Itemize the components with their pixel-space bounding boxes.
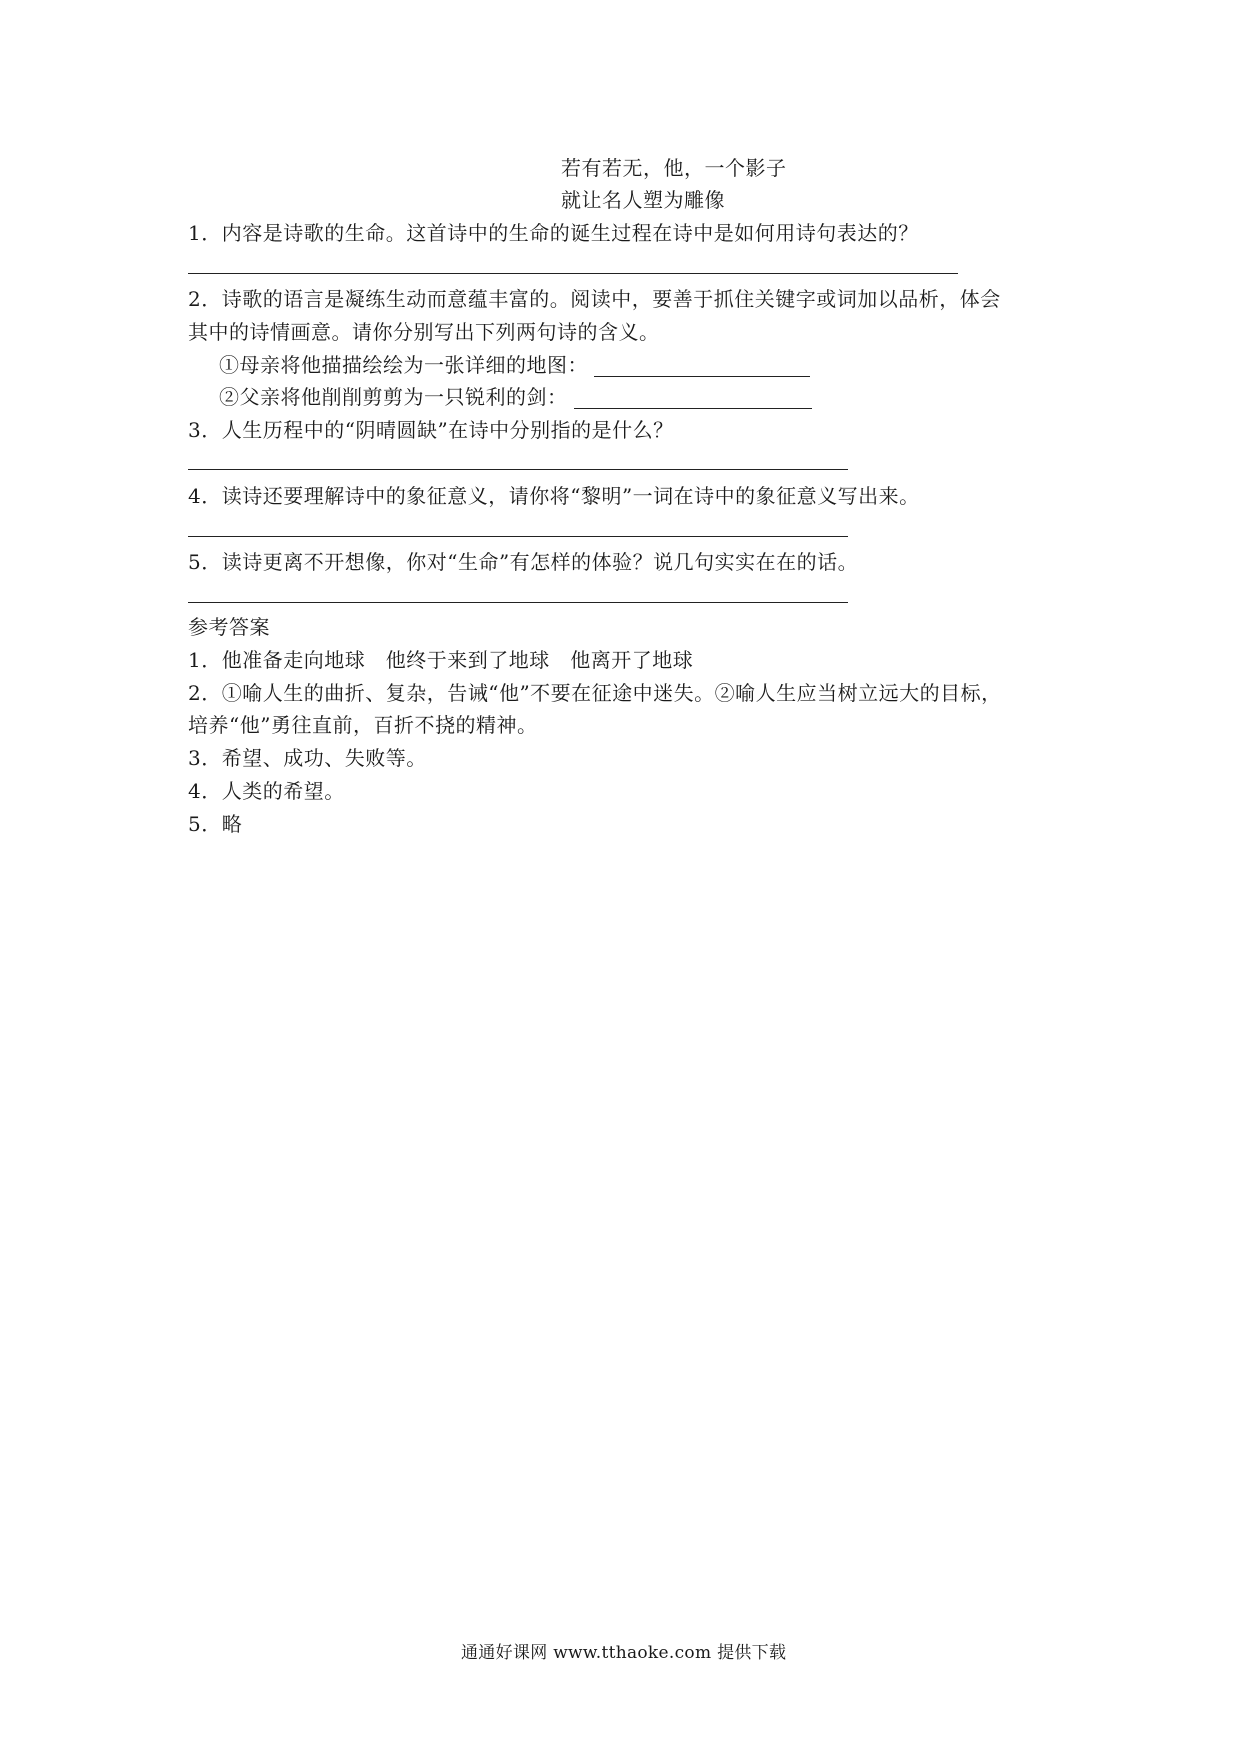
answer-line-4: [188, 536, 848, 537]
answer-4: 4．人类的希望。: [188, 779, 345, 803]
fill-in-blank-2: [574, 388, 812, 409]
question-2-line-1: 2．诗歌的语言是凝练生动而意蕴丰富的。阅读中，要善于抓住关键字或词加以品析，体会: [188, 287, 1001, 311]
answer-1: 1．他准备走向地球 他终于来到了地球 他离开了地球: [188, 648, 694, 672]
question-2-sub-1: [219, 353, 810, 377]
question-4: 4．读诗还要理解诗中的象征意义，请你将“黎明”一词在诗中的象征意义写出来。: [188, 484, 920, 508]
answer-2-line-2: 培养“他”勇往直前，百折不挠的精神。: [188, 713, 538, 737]
poem-line-2: 就让名人塑为雕像: [561, 188, 725, 212]
answer-3: 3．希望、成功、失败等。: [188, 746, 427, 770]
question-2-line-2: 其中的诗情画意。请你分别写出下列两句诗的含义。: [188, 320, 660, 344]
answer-line-1: [188, 273, 958, 274]
answers-heading: 参考答案: [188, 615, 270, 639]
question-2-sub-1-text: ①母亲将他描描绘绘为一张详细的地图：: [219, 353, 588, 377]
question-1: 1．内容是诗歌的生命。这首诗中的生命的诞生过程在诗中是如何用诗句表达的？: [188, 221, 919, 245]
question-2-sub-2: [219, 385, 812, 409]
question-2-sub-2-text: ②父亲将他削削剪剪为一只锐利的剑：: [219, 385, 568, 409]
answer-line-5: [188, 602, 848, 603]
answer-line-3: [188, 469, 848, 470]
fill-in-blank-1: [594, 356, 810, 377]
page-footer: 通通好课网 www.tthaoke.com 提供下载: [461, 1643, 787, 1663]
answer-5: 5．略: [188, 812, 243, 836]
question-3: 3．人生历程中的“阴晴圆缺”在诗中分别指的是什么？: [188, 418, 674, 442]
poem-line-1: 若有若无，他，一个影子: [561, 156, 787, 180]
answer-2-line-1: 2．①喻人生的曲折、复杂，告诫“他”不要在征途中迷失。②喻人生应当树立远大的目标，: [188, 681, 1002, 705]
question-5: 5．读诗更离不开想像，你对“生命”有怎样的体验？说几句实实在在的话。: [188, 550, 859, 574]
